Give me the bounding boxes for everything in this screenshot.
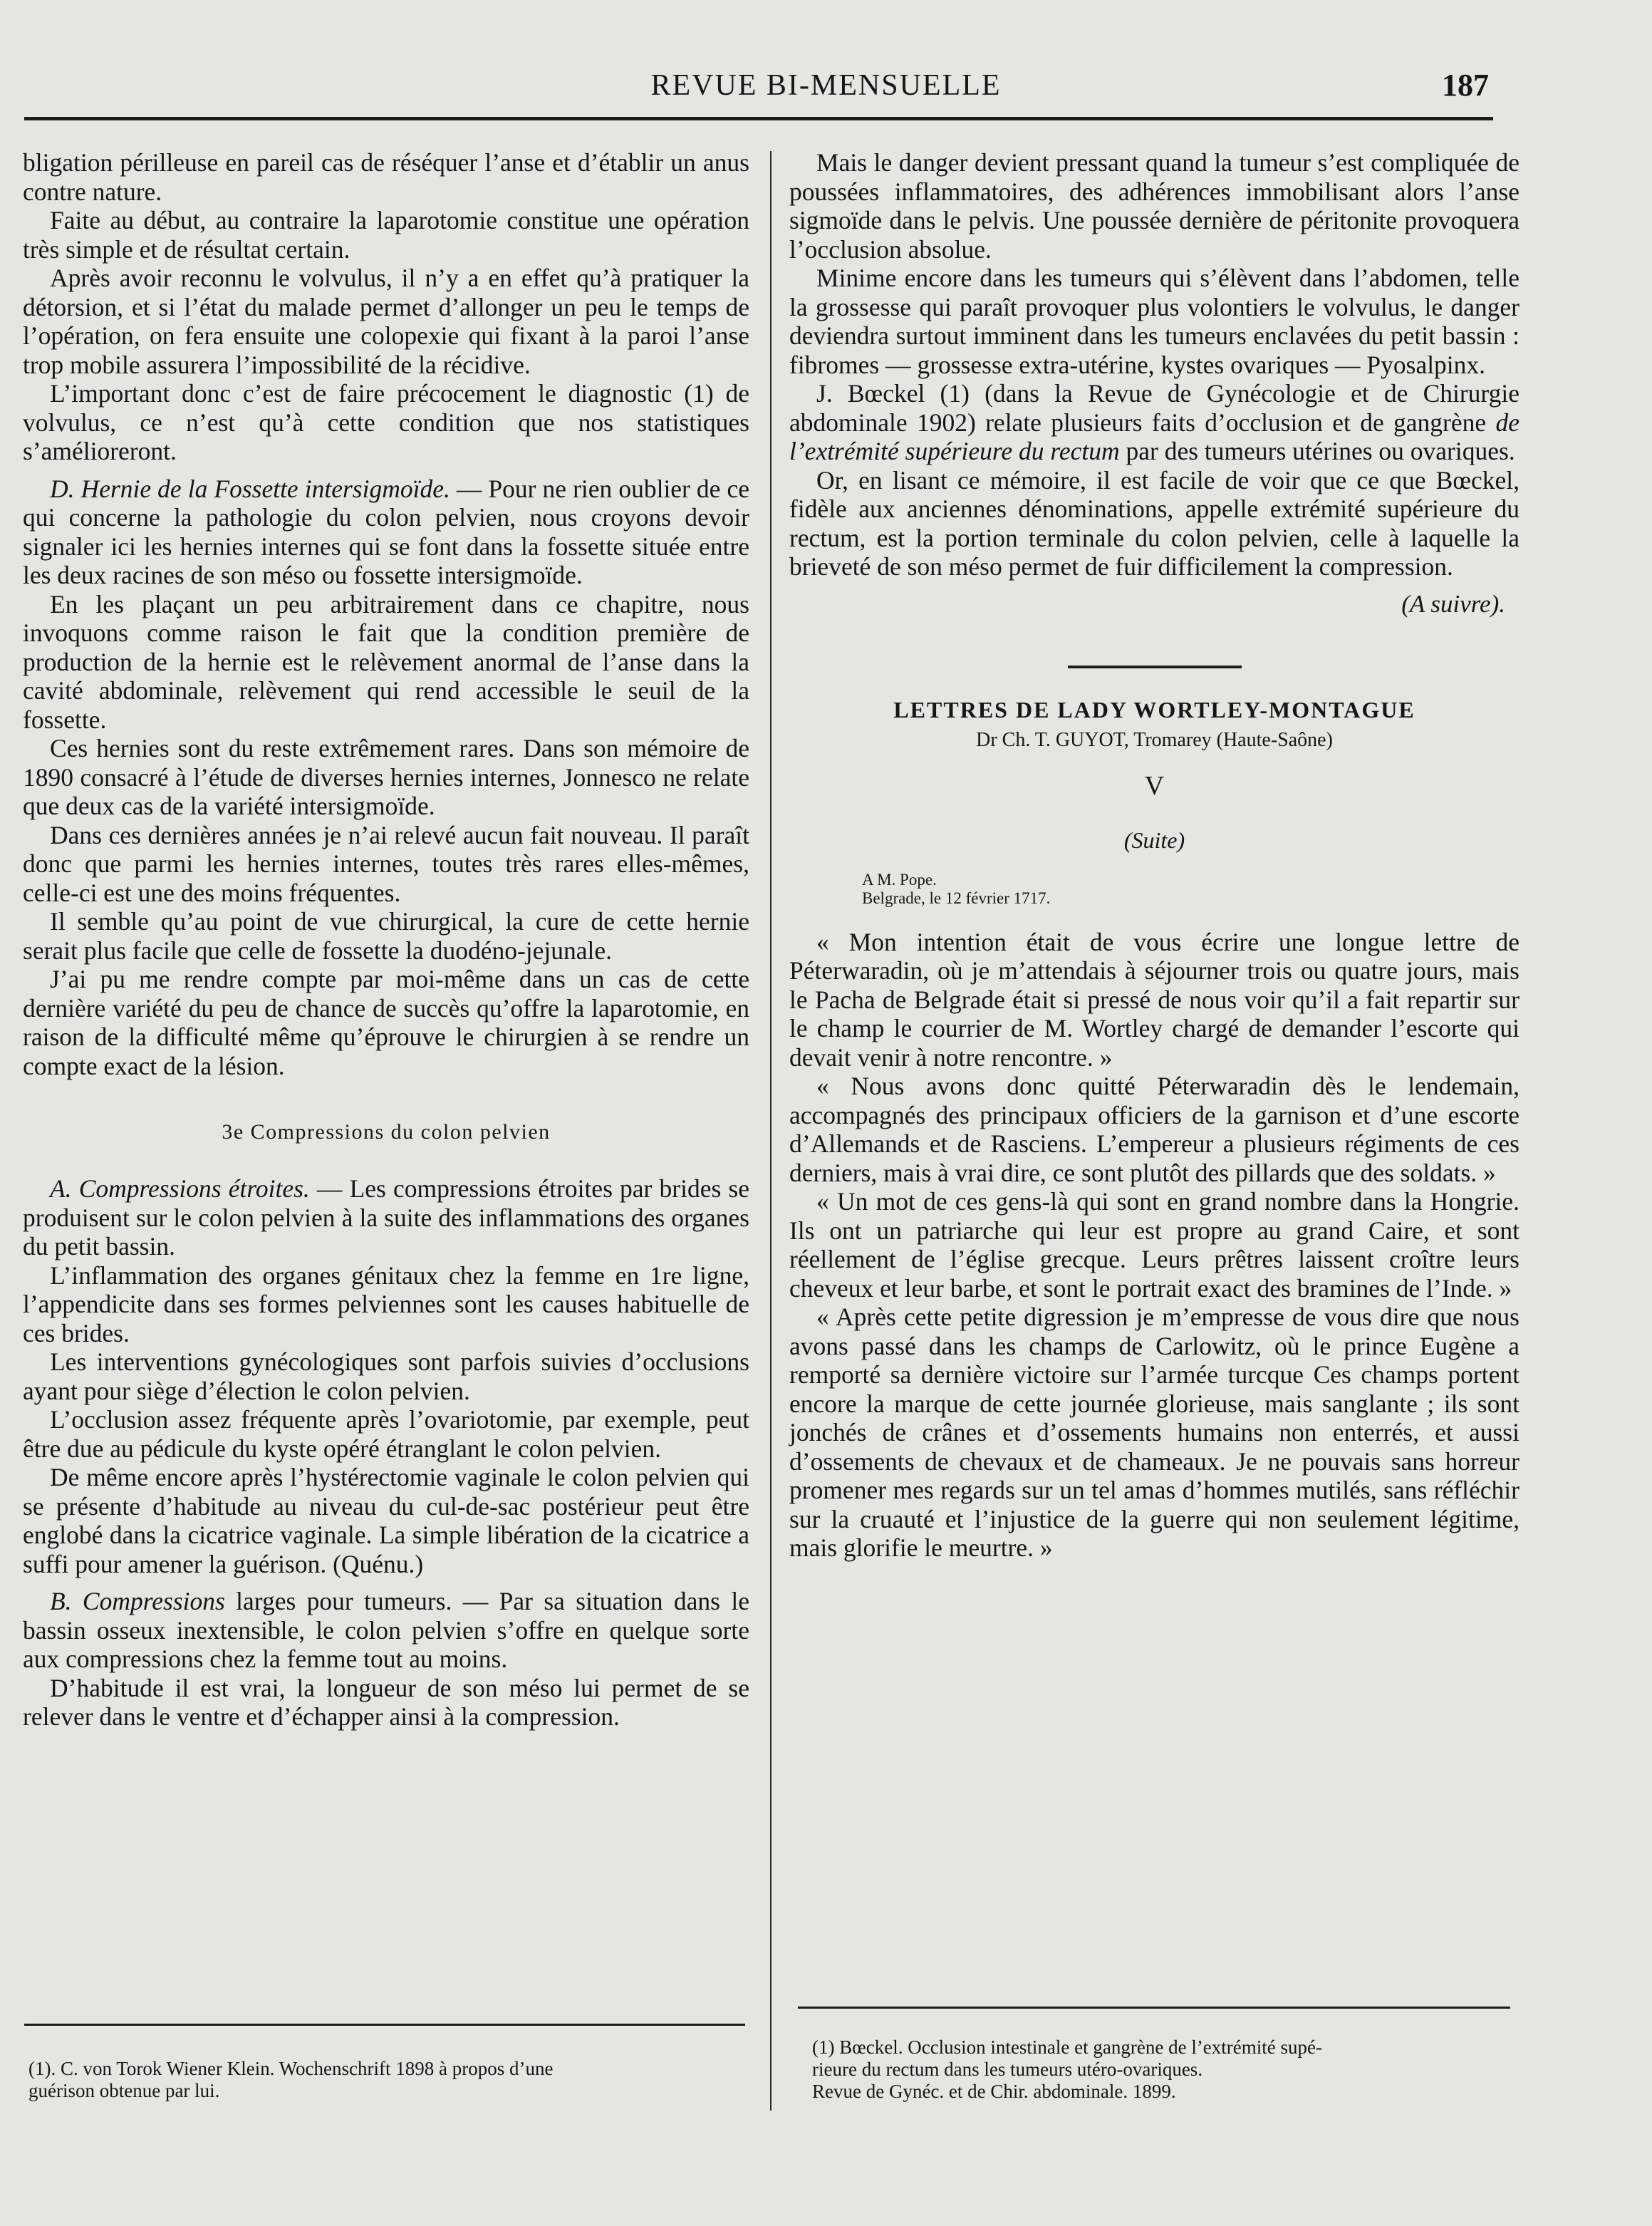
right-column [789, 148, 1519, 1563]
article-part-number: V [1144, 770, 1165, 801]
paragraph-boeckel [789, 379, 1519, 466]
letter-paragraph: « Mon intention était de vous écrire une longue lettre de Péterwaradin, où je m’attendais à séjourner trois ou quatre jours, mais le Pacha de Belgrade était si pressé de nous voir qu’il a fait repartir sur le champ le courrier de M. Wortley chargé de demander l’escorte qui devait venir à notre rencontre. » [789, 927, 1519, 1072]
continued-note: (A suivre). [1401, 589, 1505, 618]
paragraph: J’ai pu me rendre compte par moi-même dans un cas de cette dernière variété du peu de chance de succès qu’offre la laparotomie, en raison de la difficulté même qu’éprouve le chirurgien à se rendre un compte exact de la lésion. [23, 965, 749, 1080]
paragraph-text: — Les compressions étroites par brides se produisent sur le colon pelvien à la suite des inflammations des organes du petit bassin. [23, 1174, 749, 1260]
paragraph: Après avoir reconnu le volvulus, il n’y a en effet qu’à pratiquer la détorsion, et si l’état du malade permet d’allonger un peu le temps de l’opération, on fera ensuite une colopexie qui fixant à la paroi l’anse trop mobile assurera l’impossibilité de la récidive. [23, 264, 749, 379]
running-head-title: REVUE BI-MENSUELLE [650, 69, 1002, 102]
paragraph-text: par des tumeurs utérines ou ovariques. [1119, 437, 1515, 465]
paragraph: Faite au début, au contraire la laparotomie constitue une opération très simple et de résultat certain. [23, 206, 749, 264]
paragraph: L’important donc c’est de faire précocement le diagnostic (1) de volvulus, ce n’est qu’à cette condition que nos statistiques s’amélioreront. [23, 379, 749, 465]
letter-paragraph: « Nous avons donc quitté Péterwaradin dès le lendemain, accompagnés des principaux officiers de la garnison et d’une escorte d’Allemands et de Rasciens. L’empereur a plusieurs régiments de ces derniers, mais à vrai dire, ce sont plutôt des pillards que des soldats. » [789, 1072, 1519, 1187]
paragraph-text: J. Bœckel (1) (dans la Revue de Gynécologie et de Chirurgie abdominale 1902) relate plusieurs faits d’occlusion et de gangrène [789, 379, 1519, 437]
header-rule [24, 117, 1493, 120]
paragraph: Il semble qu’au point de vue chirurgical, la cure de cette hernie serait plus facile que celle de fossette la duodéno-jejunale. [23, 907, 749, 965]
letter-dateline: Belgrade, le 12 février 1717. [862, 889, 1051, 907]
paragraph-compressions-etroites [23, 1174, 749, 1261]
subsection-heading: D. Hernie de la Fossette intersigmoïde. [50, 474, 450, 503]
footnote-line: (1) Bœckel. Occlusion intestinale et gangrène de l’extrémité supé- [812, 2036, 1322, 2058]
paragraph: L’inflammation des organes génitaux chez la femme en 1re ligne, l’appendicite dans ses formes pelviennes sont les causes habituelle de ces brides. [23, 1260, 749, 1347]
paragraph: Mais le danger devient pressant quand la tumeur s’est compliquée de poussées inflammatoires, des adhérences immobilisant alors l’anse sigmoïde dans le pelvis. Une poussée dernière de péritonite provoquera l’occlusion absolue. [789, 148, 1519, 264]
paragraph: De même encore après l’hystérectomie vaginale le colon pelvien qui se présente d’habitude au niveau du cul-de-sac postérieur peut être englobé dans la cicatrice vaginale. La simple libération de la cicatrice a suffi pour amener la guérison. (Quénu.) [23, 1463, 749, 1578]
section-heading: 3e Compressions du colon pelvien [222, 1120, 551, 1144]
footnote-line: rieure du rectum dans les tumeurs utéro-ovariques. [812, 2059, 1203, 2080]
paragraph: L’occlusion assez fréquente après l’ovariotomie, par exemple, peut être due au pédicule du kyste opéré étranglant le colon pelvien. [23, 1405, 749, 1463]
article-suite-label: (Suite) [1123, 827, 1185, 853]
footnote-line: guérison obtenue par lui. [28, 2080, 220, 2101]
paragraph: Minime encore dans les tumeurs qui s’élèvent dans l’abdomen, telle la grossesse qui paraît provoquer plus volontiers le volvulus, le danger deviendra surtout imminent dans les tumeurs enclavées du petit bassin : fibromes — grossesse extra-utérine, kystes ovariques — Pyosalpinx. [789, 264, 1519, 379]
paragraph: D’habitude il est vrai, la longueur de son méso lui permet de se relever dans le ventre et d’échapper ainsi à la compression. [23, 1673, 749, 1731]
paragraph-text: — Pour ne rien oublier de ce qui concerne la pathologie du colon pelvien, nous croyons devoir signaler ici les hernies internes qui se font dans la fossette située entre les deux racines de son méso ou fossette intersigmoïde. [23, 474, 749, 589]
paragraph-hernie [23, 475, 749, 590]
footnote-line: (1). C. von Torok Wiener Klein. Wochenschrift 1898 à propos d’une [28, 2058, 554, 2079]
paragraph: Or, en lisant ce mémoire, il est facile de voir que ce que Bœckel, fidèle aux anciennes dénominations, appelle extrémité supérieure du rectum, est la portion terminale du colon pelvien, celle à laquelle la brieveté de son méso permet de fuir difficilement la compression. [789, 465, 1519, 581]
paragraph-text: larges pour tumeurs. — Par sa situation dans le bassin osseux inextensible, le colon pelvien s’offre en quelque sorte aux compressions chez la femme tout au moins. [23, 1587, 749, 1673]
paragraph-compressions-larges [23, 1587, 749, 1674]
footnote-right [812, 2036, 1322, 2103]
paragraph: bligation périlleuse en pareil cas de réséquer l’anse et d’établir un anus contre nature. [23, 148, 749, 206]
letter-paragraph: « Après cette petite digression je m’empresse de vous dire que nous avons passé dans les champs de Carlowitz, où le prince Eugène a remporté sa dernière victoire sur l’armée turcque Ces champs portent encore la marque de cette journée glorieuse, mais sanglante ; ils sont jonchés de crânes et d’ossements humains non enterrés, et aussi d’ossements de chevaux et de chameaux. Je ne pouvais sans horreur promener mes regards sur un tel amas d’hommes mutilés, sans réfléchir sur la cruauté et l’injustice de la guerre qui non seulement légitime, mais glorifie le meurtre. » [789, 1303, 1519, 1562]
article-title: LETTRES DE LADY WORTLEY-MONTAGUE [893, 696, 1415, 723]
footnote-left [28, 2058, 553, 2102]
footnote-rule-left [24, 2024, 745, 2026]
footnote-rule-right [798, 2007, 1510, 2009]
letter-addressee: A M. Pope. [862, 870, 937, 889]
paragraph: Les interventions gynécologiques sont parfois suivies d’occlusions ayant pour siège d’élection le colon pelvien. [23, 1347, 749, 1405]
letter-paragraph: « Un mot de ces gens-là qui sont en grand nombre dans la Hongrie. Ils ont un patriarche qui leur est propre au grand Caire, et sont réellement de l’église grecque. Leurs prêtres laissent croître leurs cheveux et leur barbe, et sont le portrait exact des bramines de l’Inde. » [789, 1187, 1519, 1303]
column-divider [770, 151, 772, 2111]
letter-heading [862, 871, 1519, 908]
paragraph: Ces hernies sont du reste extrêmement rares. Dans son mémoire de 1890 consacré à l’étude de diverses hernies internes, Jonnesco ne relate que deux cas de la variété intersigmoïde. [23, 734, 749, 820]
subsection-heading: A. Compressions étroites. [50, 1174, 310, 1203]
page-number: 187 [1442, 68, 1489, 103]
subsection-heading: B. Compressions [50, 1587, 225, 1615]
article-author: Dr Ch. T. GUYOT, Tromarey (Haute-Saône) [976, 728, 1333, 751]
emphasis-text: de l’extrémité supérieure du rectum [789, 408, 1519, 465]
footnote-line: Revue de Gynéc. et de Chir. abdominale. 1899. [812, 2081, 1176, 2102]
paragraph: En les plaçant un peu arbitrairement dans ce chapitre, nous invoquons comme raison le fait que la condition première de production de la hernie est le relèvement anormal de l’anse dans la cavité abdominale, relèvement qui rend accessible le seuil de la fossette. [23, 589, 749, 734]
left-column [23, 148, 749, 1731]
article-separator [1068, 666, 1242, 668]
paragraph: Dans ces dernières années je n’ai relevé aucun fait nouveau. Il paraît donc que parmi les hernies internes, toutes très rares elles-mêmes, celle-ci est une des moins fréquentes. [23, 820, 749, 907]
